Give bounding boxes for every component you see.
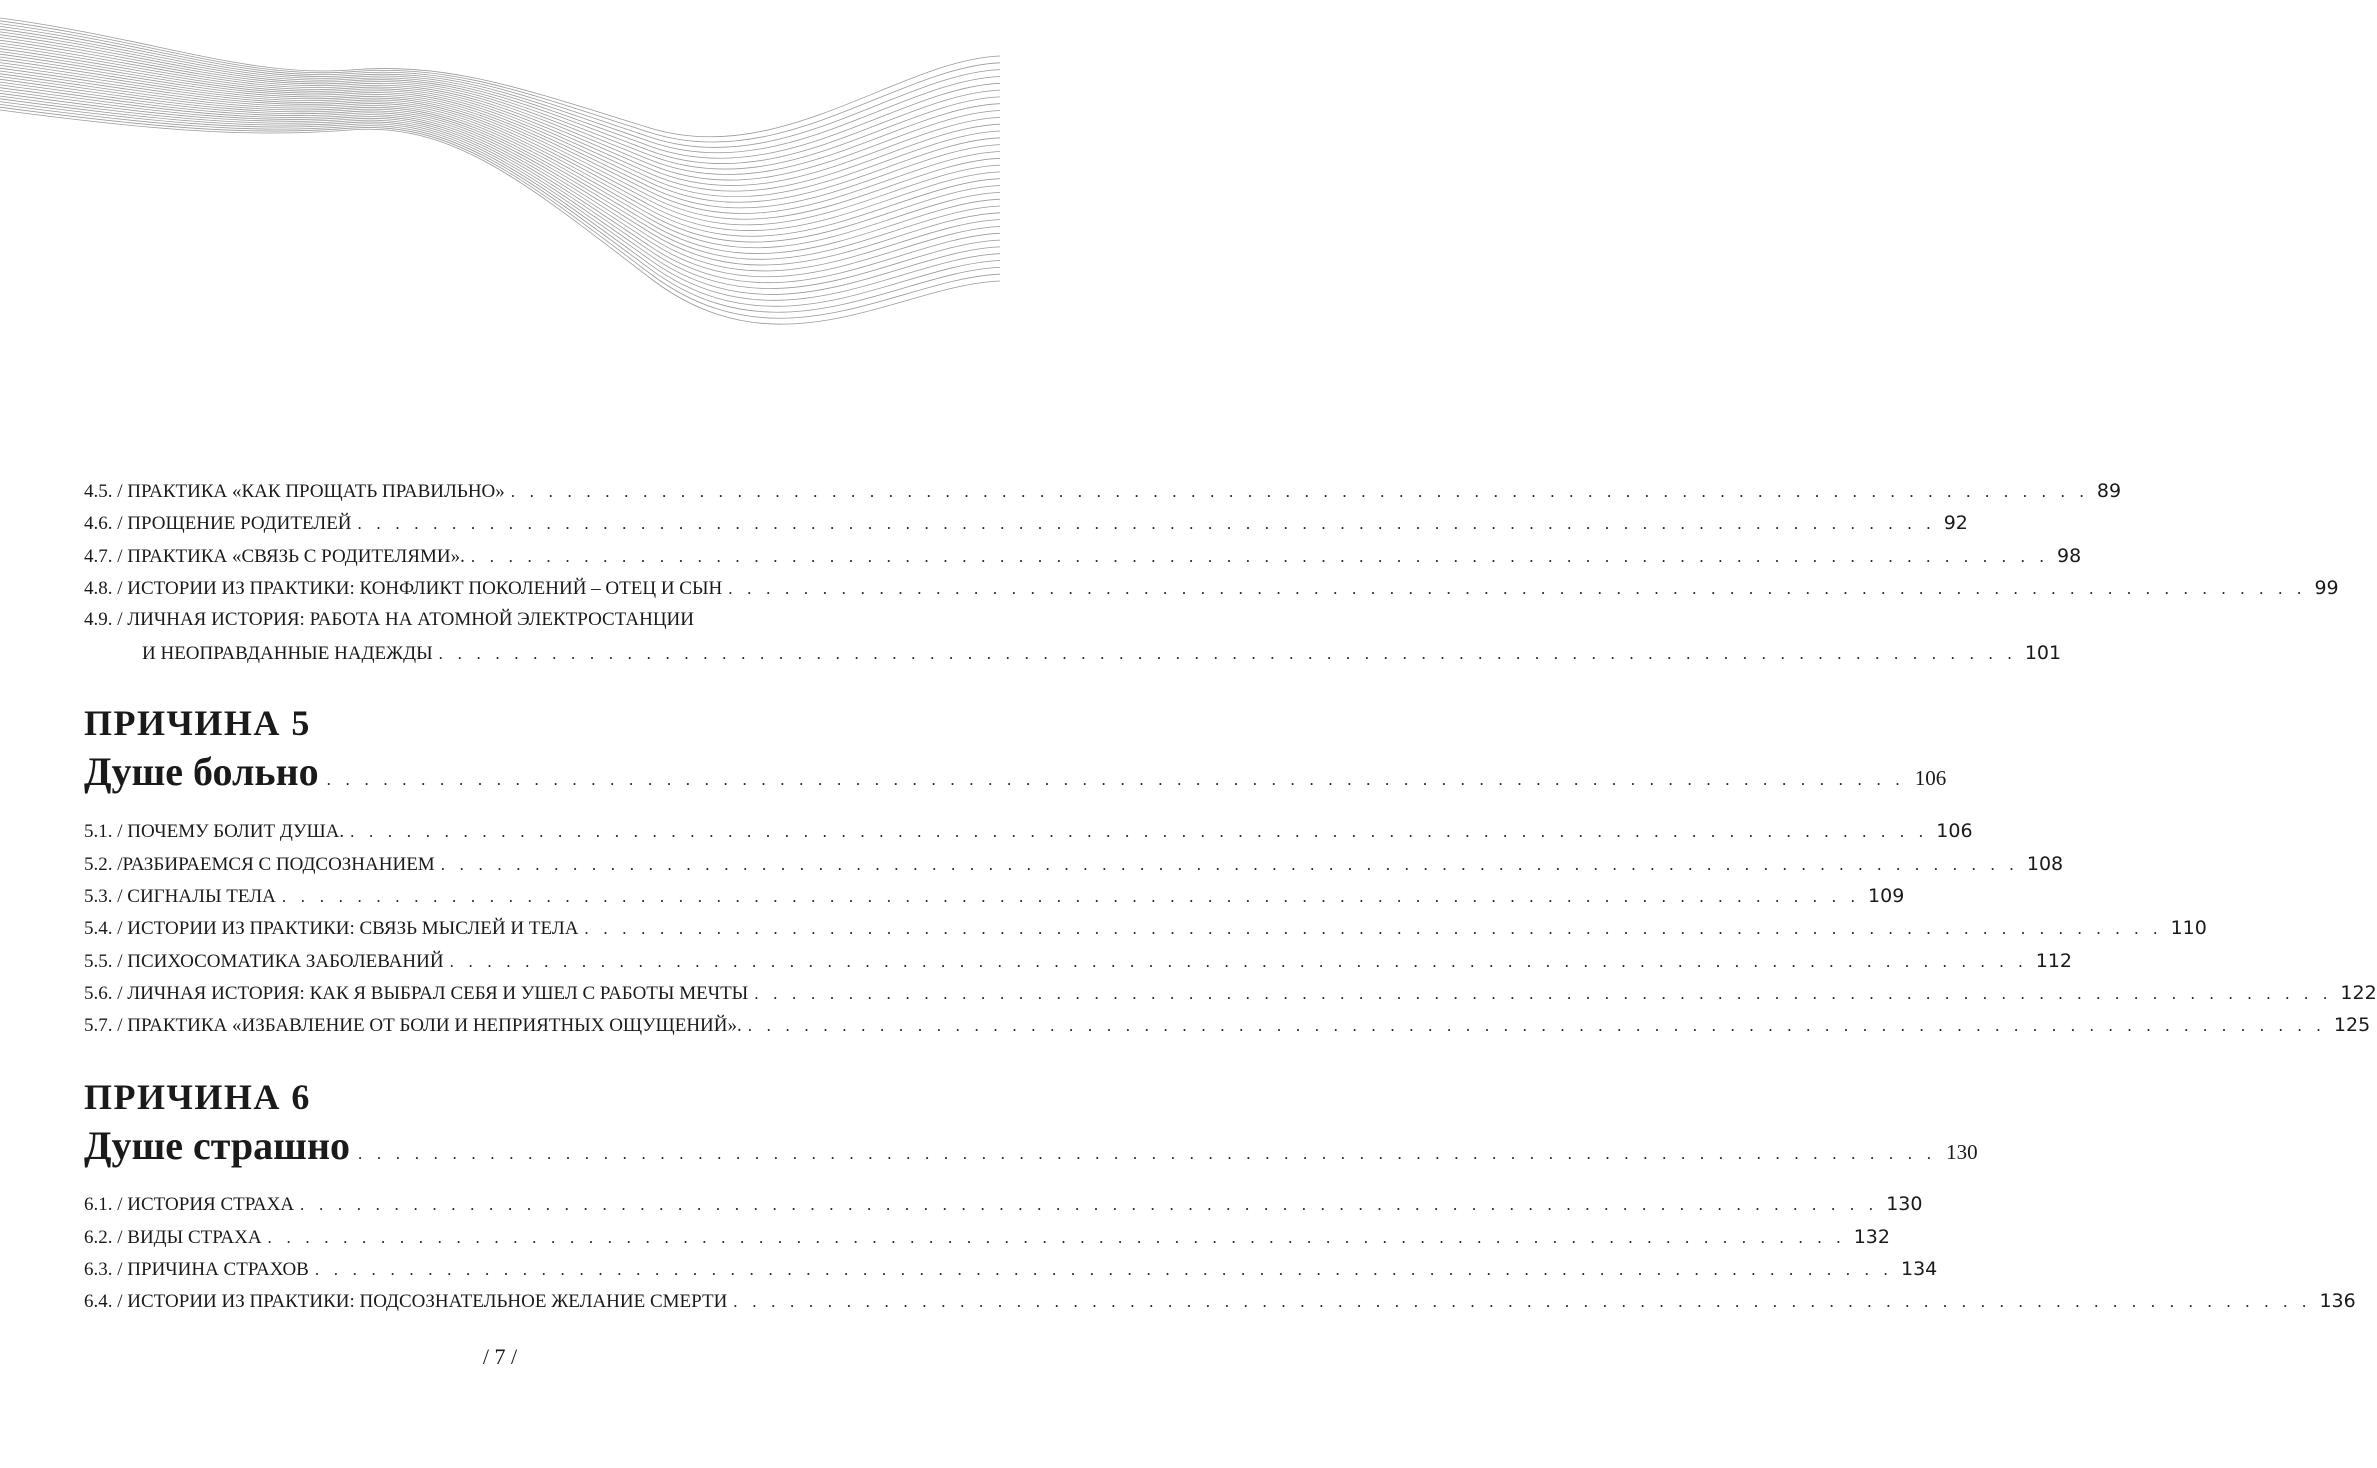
- entry-number: 5.4.: [84, 918, 113, 939]
- dot-leader: . . . . . . . . . . . . . . . . . . . . . . . . . . . . . . . . . . . . . . . . . . . . . . . . . . . . . . . . . . . . . . . . . . . . . . . . . . . . . . . . . . . .: [584, 919, 2163, 938]
- toc-entry-line-2[interactable]: [84, 642, 2062, 674]
- entry-number: 6.3.: [84, 1259, 113, 1280]
- entry-title: РАЗБИРАЕМСЯ С ПОДСОЗНАНИЕМ: [122, 854, 435, 875]
- chapter-label: ПРИЧИНА 5: [84, 703, 311, 743]
- page-number: / 7 /: [482, 1344, 518, 1369]
- dot-leader: . . . . . . . . . . . . . . . . . . . . . . . . . . . . . . . . . . . . . . . . . . . . . . . . . . . . . . . . . . . . . . . . . . . . . . . . . . . . . . . . . . . .: [350, 822, 1929, 841]
- entry-title: ИСТОРИЯ СТРАХА: [127, 1194, 295, 1215]
- chapter-title: Душе больно: [84, 749, 319, 794]
- dot-leader: . . . . . . . . . . . . . . . . . . . . . . . . . . . . . . . . . . . . . . . . . . . . . . . . . . . . . . . . . . . . . . . . . . . . . . . . . . . . . . . . . . . .: [300, 1195, 1879, 1214]
- toc-entry-line-1[interactable]: [84, 609, 694, 641]
- dot-leader: . . . . . . . . . . . . . . . . . . . . . . . . . . . . . . . . . . . . . . . . . . . . . . . . . . . . . . . . . . . . . . . . . . . . . . . . . . . . . . . . . . . .: [357, 514, 1936, 533]
- entry-separator: /: [112, 1291, 128, 1312]
- dot-leader: . . . . . . . . . . . . . . . . . . . . . . . . . . . . . . . . . . . . . . . . . . . . . . . . . . . . . . . . . . . . . . . . . . . . . . . . . . . . . . . . . . . .: [449, 952, 2028, 971]
- toc-entry[interactable]: [84, 480, 2122, 512]
- entry-page: 101: [2024, 642, 2062, 664]
- entry-number: 6.1.: [84, 1194, 113, 1215]
- entry-title: ПРАКТИКА «СВЯЗЬ С РОДИТЕЛЯМИ».: [127, 546, 465, 567]
- toc-entry[interactable]: [84, 577, 2339, 609]
- entry-title: ЛИЧНАЯ ИСТОРИЯ: КАК Я ВЫБРАЛ СЕБЯ И УШЕЛ С РАБОТЫ МЕЧТЫ: [127, 983, 749, 1004]
- entry-number: 4.9.: [84, 609, 113, 630]
- toc-entry[interactable]: [84, 512, 1968, 544]
- entry-title: ЛИЧНАЯ ИСТОРИЯ: РАБОТА НА АТОМНОЙ ЭЛЕКТРОСТАНЦИИ: [127, 609, 694, 630]
- entry-page: 108: [2026, 853, 2064, 875]
- toc-entry[interactable]: [84, 853, 2064, 885]
- entry-number: 4.5.: [84, 481, 113, 502]
- entry-separator: /: [112, 578, 128, 599]
- wave-line: [0, 102, 1000, 307]
- entry-title: СИГНАЛЫ ТЕЛА: [127, 886, 276, 907]
- entry-separator: /: [112, 983, 128, 1004]
- chapter-title-row[interactable]: [84, 748, 1947, 795]
- entry-number: 5.5.: [84, 951, 113, 972]
- dot-leader: . . . . . . . . . . . . . . . . . . . . . . . . . . . . . . . . . . . . . . . . . . . . . . . . . . . . . . . . . . . . . . . . . . . . . . . . . . . . . . . . . . . .: [281, 887, 1861, 906]
- entry-number: 5.3.: [84, 886, 113, 907]
- dot-leader: . . . . . . . . . . . . . . . . . . . . . . . . . . . . . . . . . . . . . . . . . . . . . . . . . . . . . . . . . . . . . . . . . . . . . . . . . . . . . . . . . . . .: [326, 770, 1905, 789]
- entry-title: ВИДЫ СТРАХА: [127, 1227, 262, 1248]
- toc-entry[interactable]: [84, 982, 2377, 1014]
- entry-title: ПРАКТИКА «ИЗБАВЛЕНИЕ ОТ БОЛИ И НЕПРИЯТНЫХ ОЩУЩЕНИЙ».: [127, 1015, 742, 1036]
- toc-entry[interactable]: [84, 1014, 2371, 1046]
- entry-separator: /: [112, 609, 128, 630]
- entry-separator: /: [112, 918, 128, 939]
- chapter-page: 106: [1914, 766, 1947, 790]
- entry-number: 4.7.: [84, 546, 113, 567]
- chapter-page: 130: [1946, 1140, 1978, 1164]
- dot-leader: . . . . . . . . . . . . . . . . . . . . . . . . . . . . . . . . . . . . . . . . . . . . . . . . . . . . . . . . . . . . . . . . . . . . . . . . . . . . . . . . . . . .: [747, 1016, 2326, 1035]
- wave-line: [0, 21, 1000, 142]
- toc-entry[interactable]: [84, 1226, 1890, 1258]
- entry-number: 5.1.: [84, 821, 113, 842]
- entry-separator: /: [112, 546, 128, 567]
- entry-page: 106: [1936, 820, 1973, 842]
- entry-number: 4.8.: [84, 578, 113, 599]
- toc-entry[interactable]: [84, 1290, 2356, 1322]
- entry-title: ПРОЩЕНИЕ РОДИТЕЛЕЙ: [127, 513, 352, 534]
- entry-separator: /: [112, 1259, 128, 1280]
- entry-separator: /: [112, 854, 123, 875]
- toc-entry[interactable]: [84, 545, 2082, 577]
- toc-entry[interactable]: [84, 820, 1973, 852]
- entry-title: ИСТОРИИ ИЗ ПРАКТИКИ: СВЯЗЬ МЫСЛЕЙ И ТЕЛА: [127, 918, 579, 939]
- entry-page: 110: [2170, 917, 2207, 939]
- entry-page: 89: [2096, 480, 2122, 502]
- chapter-label: ПРИЧИНА 6: [84, 1077, 311, 1117]
- entry-page: 132: [1853, 1226, 1890, 1248]
- dot-leader: . . . . . . . . . . . . . . . . . . . . . . . . . . . . . . . . . . . . . . . . . . . . . . . . . . . . . . . . . . . . . . . . . . . . . . . . . . . . . . . . . . . .: [438, 644, 2017, 663]
- entry-number: 6.2.: [84, 1227, 113, 1248]
- entry-title: ПСИХОСОМАТИКА ЗАБОЛЕВАНИЙ: [127, 951, 444, 972]
- entry-page: 125: [2333, 1014, 2371, 1036]
- dot-leader: . . . . . . . . . . . . . . . . . . . . . . . . . . . . . . . . . . . . . . . . . . . . . . . . . . . . . . . . . . . . . . . . . . . . . . . . . . . . . . . . . . . .: [733, 1292, 2312, 1311]
- entry-title: ПРИЧИНА СТРАХОВ: [127, 1259, 309, 1280]
- entry-page: 99: [2314, 577, 2339, 599]
- entry-page: 134: [1901, 1258, 1938, 1280]
- toc-entry[interactable]: [84, 917, 2207, 949]
- entry-number: 6.4.: [84, 1291, 113, 1312]
- toc-entry[interactable]: [84, 1258, 1938, 1290]
- entry-page: 112: [2035, 950, 2072, 972]
- dot-leader: . . . . . . . . . . . . . . . . . . . . . . . . . . . . . . . . . . . . . . . . . . . . . . . . . . . . . . . . . . . . . . . . . . . . . . . . . . . . . . . . . . . .: [728, 579, 2307, 598]
- dot-leader: . . . . . . . . . . . . . . . . . . . . . . . . . . . . . . . . . . . . . . . . . . . . . . . . . . . . . . . . . . . . . . . . . . . . . . . . . . . . . . . . . . . .: [470, 547, 2049, 566]
- entry-title: ИСТОРИИ ИЗ ПРАКТИКИ: КОНФЛИКТ ПОКОЛЕНИЙ – ОТЕЦ И СЫН: [127, 578, 723, 599]
- chapter-title: Душе страшно: [84, 1123, 350, 1168]
- entry-title: ИСТОРИИ ИЗ ПРАКТИКИ: ПОДСОЗНАТЕЛЬНОЕ ЖЕЛАНИЕ СМЕРТИ: [127, 1291, 728, 1312]
- entry-number: 4.6.: [84, 513, 113, 534]
- entry-separator: /: [112, 951, 128, 972]
- entry-number: 5.2.: [84, 854, 113, 875]
- entry-title: ПОЧЕМУ БОЛИТ ДУША.: [127, 821, 345, 842]
- chapter-title-row[interactable]: [84, 1122, 1978, 1169]
- entry-page: 130: [1886, 1193, 1923, 1215]
- entry-title: ПРАКТИКА «КАК ПРОЩАТЬ ПРАВИЛЬНО»: [127, 481, 505, 502]
- entry-separator: /: [112, 821, 128, 842]
- entry-page: 122: [2340, 982, 2377, 1004]
- dot-leader: . . . . . . . . . . . . . . . . . . . . . . . . . . . . . . . . . . . . . . . . . . . . . . . . . . . . . . . . . . . . . . . . . . . . . . . . . . . . . . . . . . . .: [267, 1228, 1846, 1247]
- entry-separator: /: [112, 1194, 128, 1215]
- entry-title-continued: И НЕОПРАВДАННЫЕ НАДЕЖДЫ: [142, 643, 433, 664]
- entry-separator: /: [112, 886, 128, 907]
- entry-page: 98: [2056, 545, 2082, 567]
- entry-separator: /: [112, 1227, 128, 1248]
- entry-number: 5.7.: [84, 1015, 113, 1036]
- dot-leader: . . . . . . . . . . . . . . . . . . . . . . . . . . . . . . . . . . . . . . . . . . . . . . . . . . . . . . . . . . . . . . . . . . . . . . . . . . . . . . . . . . . .: [754, 984, 2333, 1003]
- entry-page: 109: [1868, 885, 1905, 907]
- wave-line: [0, 68, 1000, 236]
- entry-page: 136: [2319, 1290, 2356, 1312]
- entry-separator: /: [112, 1015, 128, 1036]
- entry-page: 92: [1943, 512, 1968, 534]
- toc-entry[interactable]: [84, 1193, 1923, 1225]
- dot-leader: . . . . . . . . . . . . . . . . . . . . . . . . . . . . . . . . . . . . . . . . . . . . . . . . . . . . . . . . . . . . . . . . . . . . . . . . . . . . . . . . . . . .: [510, 482, 2089, 501]
- dot-leader: . . . . . . . . . . . . . . . . . . . . . . . . . . . . . . . . . . . . . . . . . . . . . . . . . . . . . . . . . . . . . . . . . . . . . . . . . . . . . . . . . . . .: [358, 1144, 1937, 1163]
- decorative-wave-lines: [0, 0, 1000, 300]
- dot-leader: . . . . . . . . . . . . . . . . . . . . . . . . . . . . . . . . . . . . . . . . . . . . . . . . . . . . . . . . . . . . . . . . . . . . . . . . . . . . . . . . . . . .: [314, 1260, 1893, 1279]
- entry-separator: /: [112, 513, 128, 534]
- toc-entry[interactable]: [84, 950, 2072, 982]
- entry-number: 5.6.: [84, 983, 113, 1004]
- dot-leader: . . . . . . . . . . . . . . . . . . . . . . . . . . . . . . . . . . . . . . . . . . . . . . . . . . . . . . . . . . . . . . . . . . . . . . . . . . . . . . . . . . . .: [440, 855, 2019, 874]
- toc-entry[interactable]: [84, 885, 1905, 917]
- entry-separator: /: [112, 481, 128, 502]
